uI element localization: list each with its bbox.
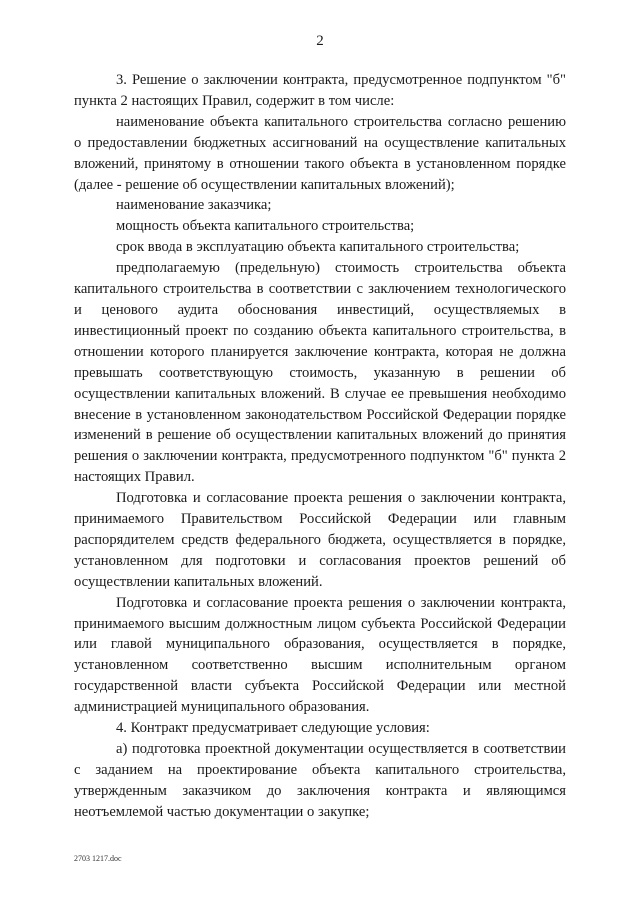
paragraph-object-name: наименование объекта капитального строительства согласно решению о предоставлении бюджетных ассигнований на осуществление капитальных вложений, принятому в отношении такого объекта в установленном порядке (далее - решение об осуществлении капитальных вложений); [74,113,566,193]
document-body [74,70,566,823]
paragraph-federal-approval: Подготовка и согласование проекта решения о заключении контракта, принимаемого Правительством Российской Федерации или главным распорядителем средств федерального бюджета, осуществляется в порядке, установленном для подготовки и согласования проектов решений об осуществлении капитальных вложений. [74,490,566,590]
paragraph-estimated-cost: предполагаемую (предельную) стоимость строительства объекта капитального строительства в соответствии с заключением технологического и ценового аудита обоснования инвестиций, осуществляемых в инвестиционный проект по созданию объекта капитального строительства, в отношении которого планируется заключение контракта, которая не должна превышать соответствующую стоимость, указанную в решении об осуществлении капитальных вложений. В случае ее превышения необходимо внесение в установленном законодательством Российской Федерации порядке изменений в решение об осуществлении капитальных вложений до принятия решения о заключении контракта, предусмотренного подпунктом "б" пункта 2 настоящих Правил. [74,260,566,486]
paragraph-customer-name: наименование заказчика; [116,197,272,214]
paragraph-commissioning-date: срок ввода в эксплуатацию объекта капитального строительства; [116,239,520,256]
paragraph-clause-3: 3. Решение о заключении контракта, предусмотренное подпунктом "б" пункта 2 настоящих Правил, содержит в том числе: [74,72,566,109]
paragraph-clause-4a: а) подготовка проектной документации осуществляется в соответствии с заданием на проектирование объекта капитального строительства, утвержденным заказчиком до заключения контракта и являющимся неотъемлемой частью документации о закупке; [74,741,566,820]
paragraph-regional-approval: Подготовка и согласование проекта решения о заключении контракта, принимаемого высшим должностным лицом субъекта Российской Федерации или главой муниципального образования, осуществляется в порядке, установленном соответственно высшим исполнительным органом государственной власти субъекта Российской Федерации или местной администрацией муниципального образования. [74,594,566,716]
page-number: 2 [316,33,324,49]
paragraph-clause-4: 4. Контракт предусматривает следующие условия: [116,720,430,737]
document-footer-id: 2703 1217.doc [74,854,122,863]
paragraph-capacity: мощность объекта капитального строительства; [116,218,415,235]
